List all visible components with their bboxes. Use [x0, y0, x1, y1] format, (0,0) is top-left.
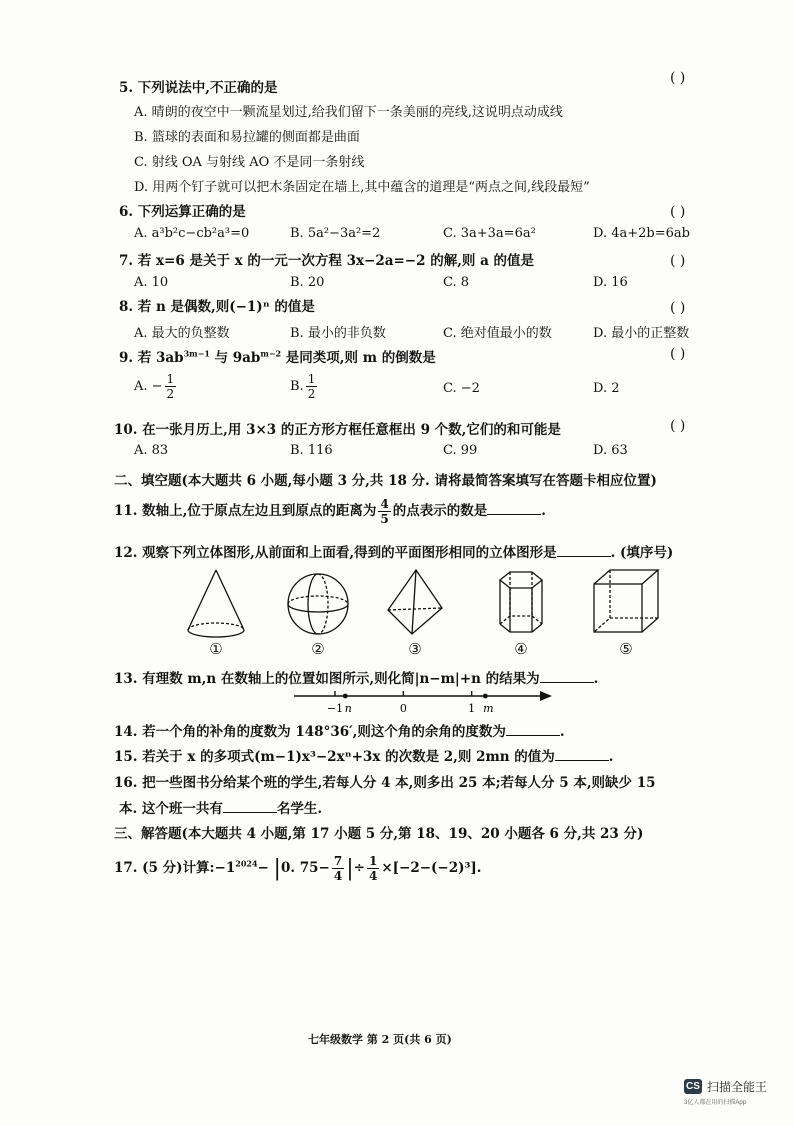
q8-option-c: C. 绝对值最小的数	[443, 326, 552, 341]
q8-option-b: B. 最小的非负数	[290, 326, 386, 341]
q7-option-d: D. 16	[593, 275, 628, 290]
camscanner-logo-icon: CS	[684, 1079, 702, 1094]
q13-stem: 13. 有理数 m,n 在数轴上的位置如图所示,则化简|n−m|+n 的结果为 .	[114, 671, 599, 687]
q13-answer-blank[interactable]	[540, 670, 594, 683]
q8-answer-paren: ( )	[670, 300, 686, 316]
q12-solids-figure	[170, 562, 690, 662]
q7-option-a: A. 10	[134, 275, 169, 290]
q9-answer-paren: ( )	[670, 346, 686, 362]
q6-option-a: A. a³b²c−cb²a³=0	[134, 226, 250, 241]
sphere-icon	[288, 574, 348, 634]
q10-stem: 10. 在一张月历上,用 3×3 的正方形方框任意框出 9 个数,它们的和可能是	[114, 422, 561, 438]
q11-stem: 11. 数轴上,位于原点左边且到原点的距离为 $\frac{4}{5}$ 的点表示的数是 .	[114, 497, 546, 526]
numline-point-label-n: n	[344, 702, 352, 715]
q16-stem-line1: 16. 把一些图书分给某个班的学生,若每人分 4 本,则多出 25 本;若每人分 5 本,则缺少 15	[114, 775, 656, 791]
cube-icon	[594, 570, 658, 632]
section-solve-heading: 三、解答题(本大题共 4 小题,第 17 小题 5 分,第 18、19、20 小题各 6 分,共 23 分)	[114, 826, 644, 842]
q16-answer-blank[interactable]	[223, 800, 277, 813]
badge-subtitle: 3亿人都在用的扫描App	[684, 1100, 747, 1106]
q12-label-5: ⑤	[619, 640, 633, 658]
q5-option-a: A. 晴朗的夜空中一颗流星划过,给我们留下一条美丽的亮线,这说明点动成线	[134, 105, 563, 120]
q9-option-a: A. − $\frac{1}{2}$	[134, 372, 175, 401]
q10-option-b: B. 116	[290, 443, 333, 458]
q9-option-b: B. $\frac{1}{2}$	[290, 372, 316, 401]
numline-tick-label-1: 0	[399, 702, 407, 715]
numline-point-label-m: m	[483, 702, 494, 715]
q12-label-1: ①	[209, 640, 223, 658]
q9-option-d: D. 2	[593, 381, 620, 396]
q7-option-b: B. 20	[290, 275, 325, 290]
numline-tick-label-2: 1	[468, 702, 476, 715]
q14-stem: 14. 若一个角的补角的度数为 148°36′,则这个角的余角的度数为 .	[114, 724, 565, 740]
q10-answer-paren: ( )	[670, 418, 686, 434]
q12-label-2: ②	[311, 640, 325, 658]
q15-stem: 15. 若关于 x 的多项式(m−1)x³−2xⁿ+3x 的次数是 2,则 2mn 的值为 .	[114, 749, 614, 765]
q5-answer-paren: ( )	[670, 70, 686, 86]
numline-point-m	[483, 694, 488, 699]
q10-option-c: C. 99	[443, 443, 478, 458]
q6-answer-paren: ( )	[670, 204, 686, 220]
q10-option-a: A. 83	[134, 443, 169, 458]
numline-tick-label-0: −1	[326, 702, 344, 715]
q7-stem: 7. 若 x=6 是关于 x 的一元一次方程 3x−2a=−2 的解,则 a 的值是	[119, 253, 535, 269]
q9-stem: 9. 若 $3ab^{3m-1}$ 与 $9ab^{m-2}$ 是同类项,则 m 的倒数是	[119, 348, 436, 366]
badge-title: 扫描全能王	[707, 1080, 768, 1094]
q7-option-c: C. 8	[443, 275, 470, 290]
q5-option-b: B. 篮球的表面和易拉罐的侧面都是曲面	[134, 130, 360, 145]
q10-option-d: D. 63	[593, 443, 628, 458]
q12-label-4: ④	[514, 640, 528, 658]
numline-point-n	[343, 694, 348, 699]
q12-label-3: ③	[408, 640, 422, 658]
q9-option-c: C. −2	[443, 381, 480, 396]
q6-stem: 6. 下列运算正确的是	[119, 204, 246, 220]
q12-stem: 12. 观察下列立体图形,从前面和上面看,得到的平面图形相同的立体图形是 . (填序号)	[114, 545, 674, 561]
q13-number-line	[290, 686, 560, 716]
scanner-badge	[684, 1078, 767, 1106]
hexagonal-prism-icon	[500, 572, 542, 632]
q6-option-b: B. 5a²−3a²=2	[290, 226, 381, 241]
q14-answer-blank[interactable]	[506, 723, 560, 736]
q8-option-d: D. 最小的正整数	[593, 326, 690, 341]
q8-stem: 8. 若 n 是偶数,则(−1)ⁿ 的值是	[119, 299, 315, 315]
q5-option-c: C. 射线 OA 与射线 AO 不是同一条射线	[134, 155, 365, 170]
q5-option-d: D. 用两个钉子就可以把木条固定在墙上,其中蕴含的道理是“两点之间,线段最短”	[134, 180, 590, 195]
tetrahedron-icon	[388, 570, 442, 634]
q6-option-d: D. 4a+2b=6ab	[593, 226, 690, 241]
q5-stem: 5. 下列说法中,不正确的是	[119, 80, 278, 96]
q6-option-c: C. 3a+3a=6a²	[443, 226, 536, 241]
q15-answer-blank[interactable]	[555, 748, 609, 761]
q11-answer-blank[interactable]	[487, 502, 541, 515]
q16-stem-line2: 本. 这个班一共有 名学生.	[119, 801, 323, 817]
cone-icon	[188, 570, 244, 637]
page-footer: 七年级数学 第 2 页(共 6 页)	[308, 1033, 452, 1046]
q17-stem: 17. (5 分)计算$:-1^{2024}- |0$. 75− $\frac{7}{4}$ |÷ $\frac{1}{4}$ ×[−2−(−2)³].	[114, 854, 482, 883]
q8-option-a: A. 最大的负整数	[134, 326, 230, 341]
q7-answer-paren: ( )	[670, 253, 686, 269]
section-fill-blank-heading: 二、填空题(本大题共 6 小题,每小题 3 分,共 18 分. 请将最简答案填写在答题卡相应位置)	[114, 473, 657, 489]
q12-answer-blank[interactable]	[557, 544, 611, 557]
